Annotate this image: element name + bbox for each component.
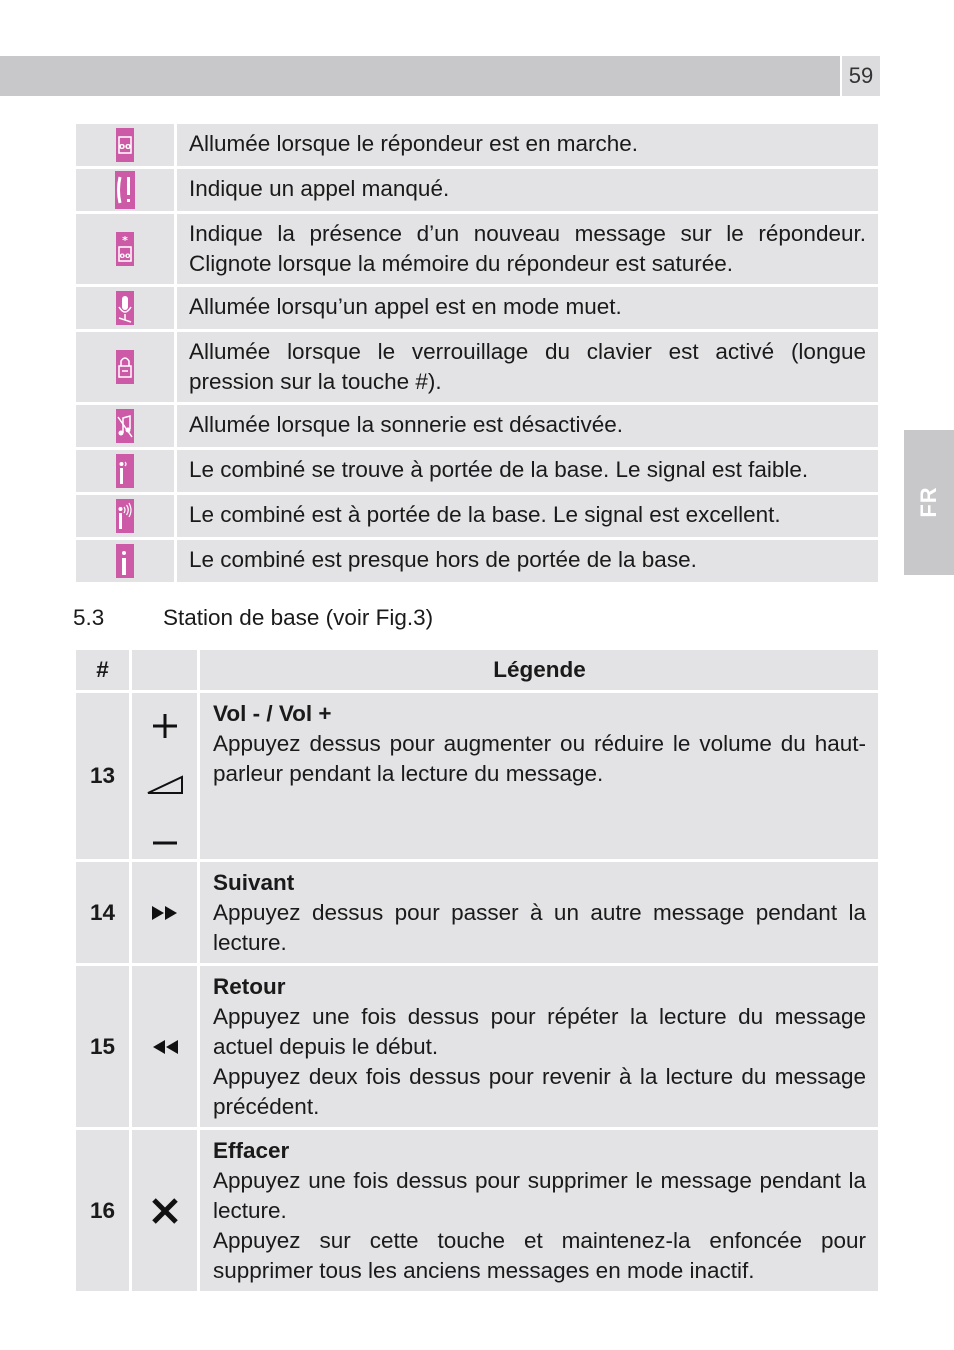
header-key [132,650,197,690]
table-row [76,540,878,582]
table-row [76,169,878,211]
table-row [76,693,878,859]
row-number: 16 [76,1130,129,1291]
language-tab [904,430,954,575]
table-row [76,966,878,1127]
entry-text: Appuyez une fois dessus pour répéter la lecture du message actuel depuis le début. [213,1004,866,1059]
section-number: 5.3 [73,605,105,630]
icon-description: Le combiné est à portée de la base. Le signal est excellent. [177,495,878,537]
fast-forward-icon [132,862,197,963]
rewind-icon [132,966,197,1127]
svg-text:oo: oo [119,251,131,260]
header-legend: Légende [200,650,878,690]
icon-description: Le combiné se trouve à portée de la base. Le signal est faible. [177,450,878,492]
out-of-range-icon [116,544,134,578]
table-row [76,862,878,963]
icon-description: Allumée lorsque le répondeur est en marche. [177,124,878,166]
legend-table [76,650,878,1294]
entry-text: Appuyez sur cette touche et maintenez-la enfoncée pour supprimer tous les anciens messages en mode inactif. [213,1228,866,1283]
entry-text: Appuyez dessus pour augmenter ou réduire le volume du haut-parleur pendant la lecture du message. [213,731,866,786]
icon-description: Indique un appel manqué. [177,169,878,211]
icon-description: Allumée lorsque le verrouillage du clavier est activé (longue pression sur la touche #). [177,332,878,402]
volume-icon [132,693,197,859]
section-title: Station de base (voir Fig.3) [163,605,434,630]
icon-table [76,124,878,585]
icon-description: Indique la présence d’un nouveau message sur le répondeur. Clignote lorsque la mémoire du répondeur est saturée. [177,214,878,284]
entry-title: Vol - / Vol + [213,701,332,726]
header-num: # [76,650,129,690]
icon-description: Le combiné est presque hors de portée de la base. [177,540,878,582]
icon-description: Allumée lorsque la sonnerie est désactivée. [177,405,878,447]
table-row [76,332,878,402]
entry-title: Suivant [213,870,295,895]
ringer-off-icon [116,409,134,443]
language-tab-label: FR [916,486,941,518]
entry-text: Appuyez une fois dessus pour supprimer le message pendant la lecture. [213,1168,866,1223]
table-row [76,287,878,329]
delete-icon [132,1130,197,1291]
row-number: 13 [76,693,129,859]
svg-text:oo: oo [118,142,132,152]
mute-icon [116,291,134,325]
new-message-icon [116,232,134,266]
table-row [76,1130,878,1291]
answering-machine-icon [116,128,134,162]
table-header [76,650,878,690]
header-bar [0,56,840,96]
table-row [76,124,878,166]
row-number: 14 [76,862,129,963]
missed-call-icon [115,171,135,209]
table-row [76,405,878,447]
icon-description: Allumée lorsqu’un appel est en mode muet. [177,287,878,329]
table-row [76,214,878,284]
table-row [76,495,878,537]
signal-weak-icon [116,454,134,488]
entry-title: Effacer [213,1138,290,1163]
entry-title: Retour [213,974,286,999]
signal-excellent-icon [116,499,134,533]
entry-text: Appuyez dessus pour passer à un autre message pendant la lecture. [213,900,866,955]
entry-text: Appuyez deux fois dessus pour revenir à la lecture du message précédent. [213,1064,866,1119]
row-number: 15 [76,966,129,1127]
page-number: 59 [842,56,880,96]
keypad-lock-icon [116,350,134,384]
table-row [76,450,878,492]
svg-text:*: * [122,234,128,247]
section-heading [73,603,433,633]
